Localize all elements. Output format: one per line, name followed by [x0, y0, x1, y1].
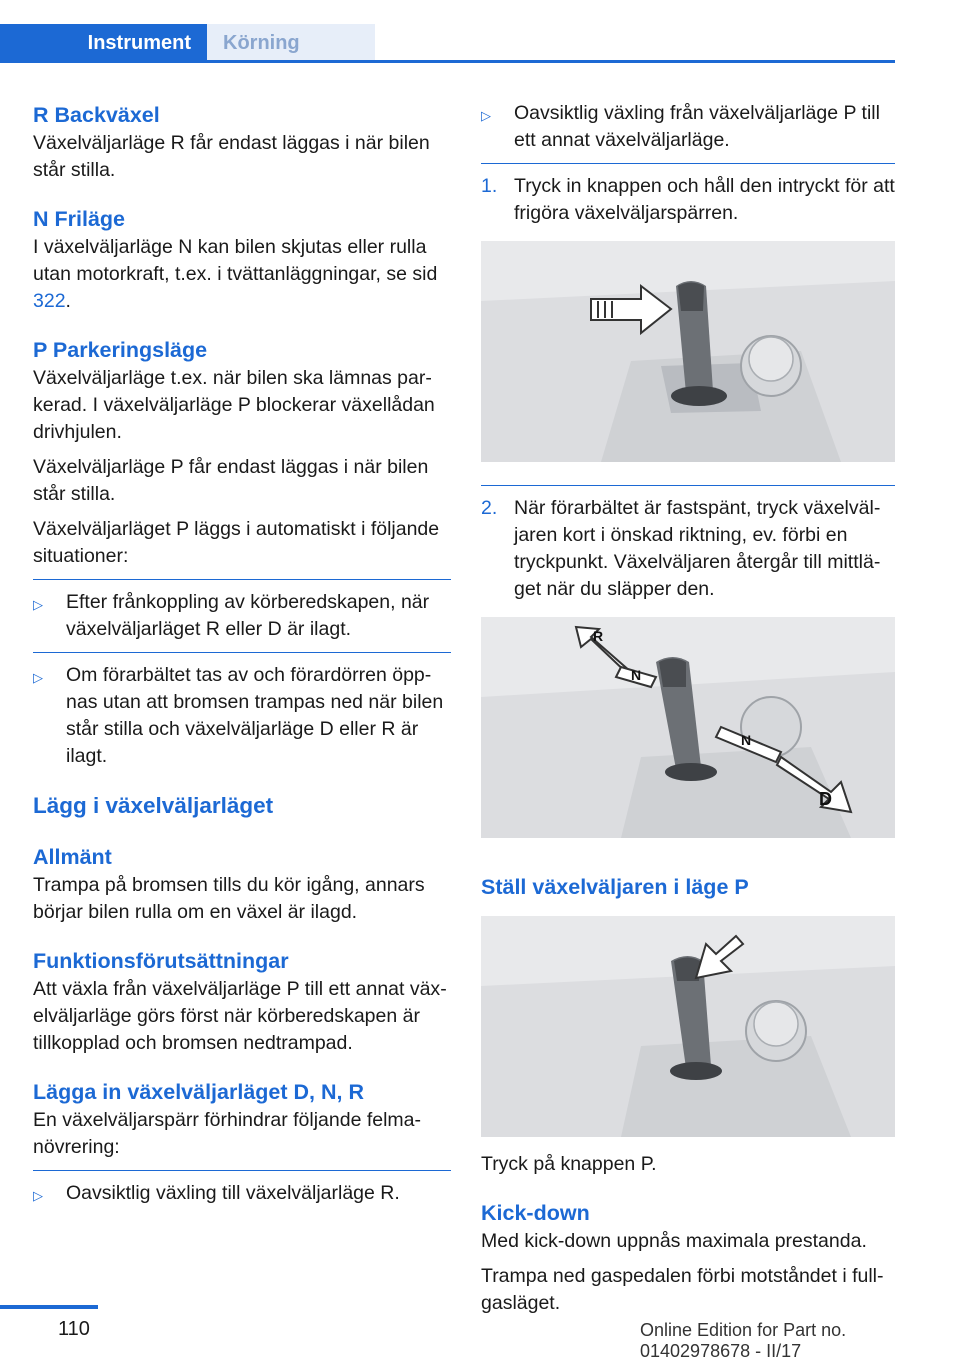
page-link[interactable]: 322 — [33, 290, 66, 312]
step-number: 2. — [481, 497, 498, 519]
edition-text: Online Edition for Part no. 01402978678 - II/17 — [640, 1320, 847, 1361]
paragraph: Att växla från växelväljarläge P till ett annat växelväljarläge görs först när körberedskapen är tillkopplad och bromsen nedtrampad. — [33, 978, 447, 1054]
heading-n-frilage: N Friläge — [33, 207, 125, 231]
figure-gear-selector-directions — [481, 617, 895, 838]
triangle-bullet-icon: ▷ — [481, 108, 491, 123]
paragraph: Trampa på bromsen tills du kör igång, annars börjar bilen rulla om en växel är ilagd. — [33, 874, 425, 923]
heading-p-parkeringslage: P Parkeringsläge — [33, 338, 208, 362]
list-item: ▷ Efter frånkoppling av körberedskapen, när växelväljarläget R eller D är ilagt. — [33, 589, 451, 643]
left-column — [33, 100, 451, 1209]
right-column — [481, 100, 895, 1317]
fig-label-r: R — [593, 628, 604, 644]
paragraph: Växelväljarläge P får endast läggas i när bilen står stilla. — [33, 456, 429, 505]
step-item: 1. Tryck in knappen och håll den intryckt för att frigöra växelväljarspärren. — [481, 173, 895, 227]
paragraph: Växelväljarläge R får endast läggas i när bilen står stilla. — [33, 132, 430, 181]
step-number: 1. — [481, 175, 498, 197]
heading-r-backvaxel: R Backväxel — [33, 103, 160, 127]
list-item: ▷ Oavsiktlig växling från växelväljarläge P till ett annat växelväljarläge. — [481, 100, 895, 154]
triangle-bullet-icon: ▷ — [33, 1188, 43, 1203]
list-item: ▷ Om förarbältet tas av och förardörren öppnas utan att bromsen trampas ned när bilen står stilla och växelväljarläge D eller R är ilagt. — [33, 662, 451, 770]
page-number: 110 — [58, 1318, 90, 1340]
paragraph: En växelväljarspärr förhindrar följande felmanövrering: — [33, 1109, 422, 1158]
footer-rule — [0, 1305, 98, 1309]
tab-korning[interactable]: Körning — [207, 24, 375, 62]
figure-park-button — [481, 916, 895, 1137]
list-divider — [481, 163, 895, 164]
heading-funktionsforutsattningar: Funktionsförutsättningar — [33, 949, 289, 973]
list-divider — [33, 579, 451, 580]
triangle-bullet-icon: ▷ — [33, 597, 43, 612]
heading-stall-i-lage-p: Ställ växelväljaren i läge P — [481, 875, 749, 899]
paragraph: Tryck på knappen P. — [481, 1153, 657, 1175]
triangle-bullet-icon: ▷ — [33, 670, 43, 685]
list-divider — [33, 652, 451, 653]
paragraph: I växelväljarläge N kan bilen skjutas eller rulla utan motorkraft, t.ex. i tvättanläggningar, se sid 322. — [33, 236, 438, 312]
list-item: ▷ Oavsiktlig växling till växelväljarläge R. — [33, 1180, 451, 1209]
paragraph: Växelväljarläge t.ex. när bilen ska lämnas parkerad. I växelväljarläge P blockerar växellådan drivhjulen. — [33, 367, 435, 443]
paragraph: Med kick-down uppnås maximala prestanda. — [481, 1230, 867, 1252]
header-rule — [0, 60, 895, 63]
list-divider — [33, 1170, 451, 1171]
heading-lagg-i-vaxelvaljarlaget: Lägg i växelväljarläget — [33, 793, 274, 818]
fig-label-n: N — [741, 732, 752, 748]
paragraph: Trampa ned gaspedalen förbi motståndet i fullgasläget. — [481, 1265, 884, 1314]
step-item: 2. När förarbältet är fastspänt, tryck växelväljaren kort i önskad riktning, ev. förbi en tryckpunkt. Växelväljaren återgår till mittläget när du släpper den. — [481, 495, 895, 603]
list-divider — [481, 485, 895, 486]
heading-kick-down: Kick-down — [481, 1201, 590, 1225]
paragraph: Växelväljarläget P läggs i automatiskt i följande situationer: — [33, 518, 440, 567]
chapter-tabs — [0, 24, 375, 62]
fig-label-d: D — [819, 789, 832, 809]
heading-allmant: Allmänt — [33, 845, 112, 869]
tab-instrument[interactable]: Instrument — [0, 24, 207, 62]
heading-lagga-in-dnr: Lägga in växelväljarläget D, N, R — [33, 1080, 364, 1104]
fig-label-n: N — [631, 667, 642, 683]
figure-gear-selector-unlock — [481, 241, 895, 462]
